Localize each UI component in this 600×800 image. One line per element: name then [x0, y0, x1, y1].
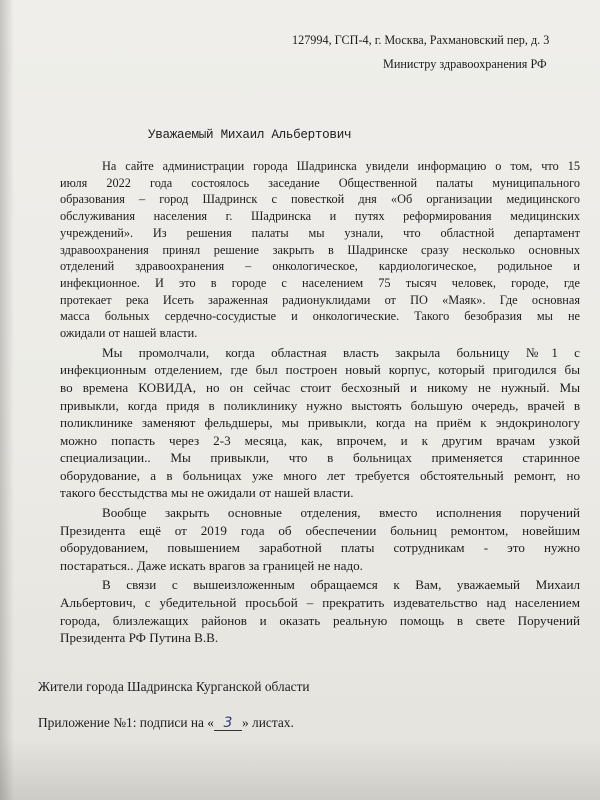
attachment-note	[38, 715, 294, 731]
page-shadow-left	[0, 0, 14, 800]
paragraph-line: учреждений». Из решения палаты мы узнали, что областной департамент	[60, 225, 580, 240]
paragraph-line: Вообще закрыть основные отделения, вместо исполнения поручений	[102, 505, 580, 521]
salutation: Уважаемый Михаил Альбертович	[148, 128, 352, 142]
attachment-prefix: Приложение №1: подписи на «	[38, 715, 214, 730]
paragraph-line: во времена КОВИДА, но он сейчас стоит бесхозный и никому не нужный. Мы	[60, 379, 580, 395]
signature-line: Жители города Шадринска Курганской области	[38, 679, 310, 694]
paragraph-line: оборудованием, повышением заработной платы сотрудникам - это нужно	[60, 540, 580, 556]
attachment-suffix: » листах.	[242, 715, 294, 730]
paragraph-line: отделений здравоохранения – онкологическое, кардиологическое, родильное и	[60, 259, 580, 274]
paragraph-line: города, близлежащих районов и оказать реальную помощь в свете Поручений	[60, 612, 580, 628]
paragraph-line: поликлинике заменяют фельдшеры, мы привыкли, когда на приём к эндокринологу	[60, 415, 580, 431]
paragraph-line: можно попасть через 2-3 месяца, как, впрочем, и к другим врачам узкой	[60, 432, 580, 448]
paragraph-line: В связи с вышеизложенным обращаемся к Вам, уважаемый Михаил	[102, 577, 580, 593]
paragraph-line: масса больных сердечно-сосудистые и онкологические. Такого безобразия мы не	[60, 309, 580, 324]
paragraph-line: образования – город Шадринск с повесткой дня «Об организации медицинского	[60, 192, 580, 207]
paragraph-line: инфекционным отделением, где был построен новый корпус, который пригодился бы	[60, 362, 580, 378]
paragraph-line: На сайте администрации города Шадринска увидели информацию о том, что 15	[102, 159, 580, 173]
paragraph-line: ожидали от нашей власти.	[60, 326, 198, 341]
paragraph-3	[60, 504, 580, 574]
paragraph-line: такого бесстыдства мы не ожидали от нашей власти.	[60, 485, 354, 501]
paragraph-line: инфекционное. И это в городе с населением 75 тысяч человек, городе, где	[60, 275, 580, 290]
paragraph-line: специализации.. Мы привыкли, что в больницах применяется старинное	[60, 450, 580, 466]
paragraph-line: июля 2022 года состоялось заседание Общественной палаты муниципального	[60, 175, 580, 190]
paragraph-line: Мы промолчали, когда областная власть закрыла больницу №1 с	[102, 344, 580, 360]
letter-body	[60, 158, 580, 649]
paragraph-line: здравоохранения принял решение закрыть в Шадринске сразу несколько основных	[60, 242, 580, 257]
recipient-line: Министру здравоохранения РФ	[383, 57, 547, 71]
paragraph-line: постараться.. Даже искать врагов за границей не надо.	[60, 557, 363, 573]
paragraph-line: оборудование, а в больницах уже много лет требуется обстоятельный ремонт, но	[60, 467, 580, 483]
paragraph-4	[60, 576, 580, 646]
paragraph-line: обслуживания населения г. Шадринска и путях реформирования медицинских	[60, 209, 580, 224]
paragraph-1	[60, 158, 580, 342]
paragraph-line: привыкли, когда придя в поликлинику нужно выстоять большую очередь, врачей в	[60, 397, 580, 413]
sender-address: 127994, ГСП-4, г. Москва, Рахмановский пер, д. 3	[292, 33, 550, 47]
page-shadow-bottom	[0, 740, 600, 800]
handwritten-sheet-count: 3	[214, 716, 242, 731]
paragraph-line: Президента ещё от 2019 года об обеспечении больниц ремонтом, новейшим	[60, 522, 580, 538]
paragraph-line: протекает река Исеть зараженная радионуклидами от ПО «Маяк». Где основная	[60, 292, 580, 307]
paragraph-line: Альбертович, с убедительной просьбой – прекратить издевательство над населением	[60, 595, 580, 611]
paragraph-2	[60, 344, 580, 502]
paragraph-line: Президента РФ Путина В.В.	[60, 630, 219, 646]
